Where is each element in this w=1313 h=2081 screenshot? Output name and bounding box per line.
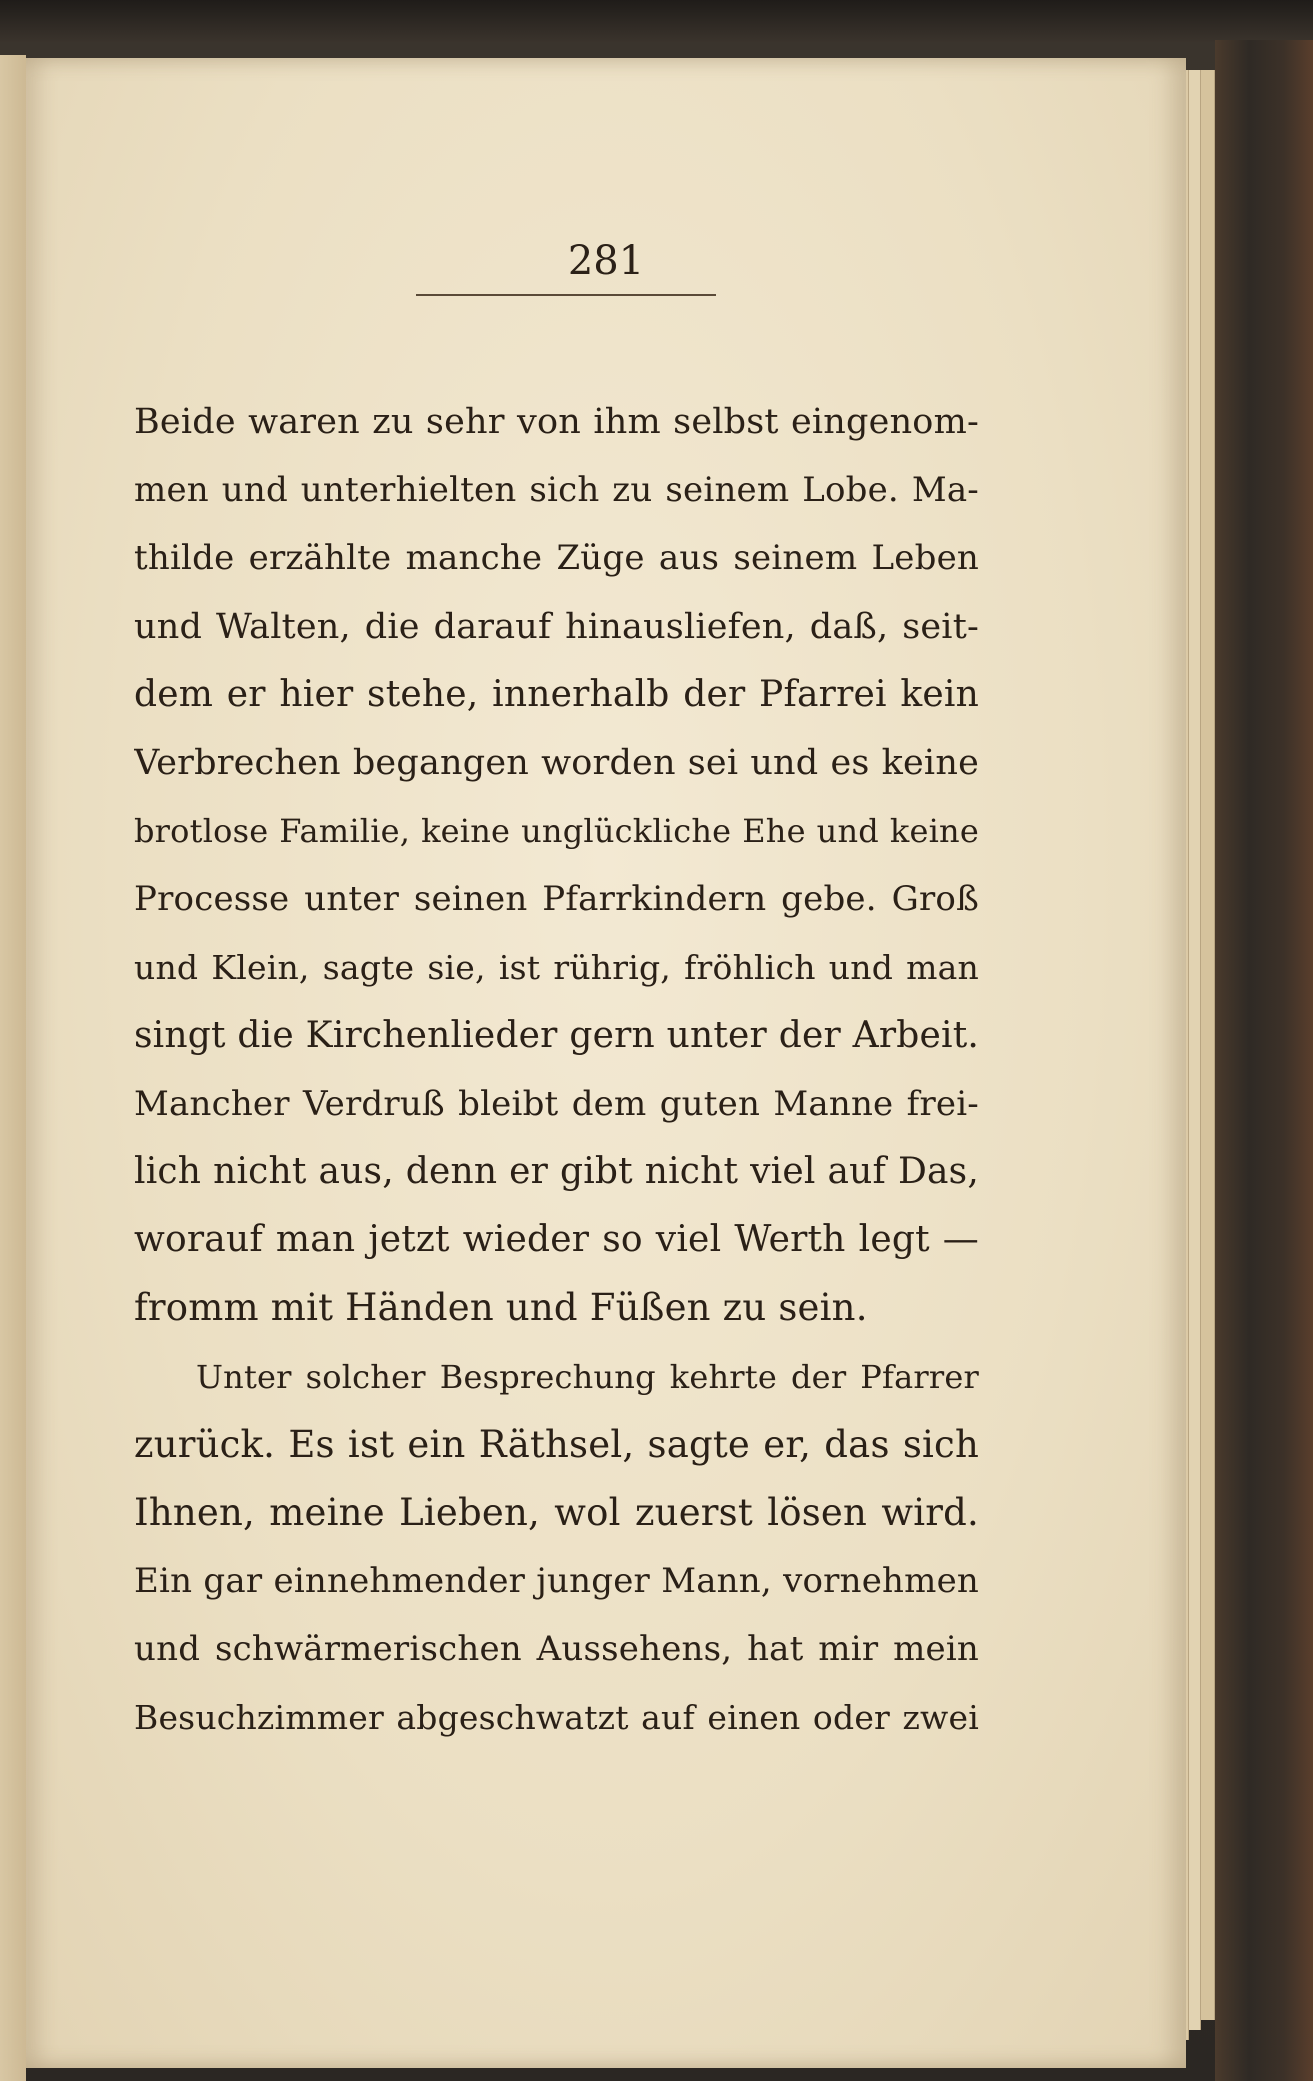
text-line: Processe unter seinen Pfarrkindern gebe. Groß (134, 879, 979, 920)
text-line: Verbrechen begangen worden sei und es keine (134, 742, 979, 783)
text-line: Ihnen, meine Lieben, wol zuerst lösen wird. (134, 1491, 979, 1534)
text-line: und Klein, sagte sie, ist rührig, fröhlich und man (134, 947, 979, 987)
book-page (26, 58, 1186, 2068)
text-line: zurück. Es ist ein Räthsel, sagte er, das sich (134, 1422, 979, 1466)
text-line: singt die Kirchenlieder gern unter der Arbeit. (134, 1014, 979, 1056)
text-line: Ein gar einnehmender junger Mann, vornehmen (134, 1561, 979, 1602)
text-line: lich nicht aus, denn er gibt nicht viel auf Das, (134, 1151, 979, 1193)
text-line: brotlose Familie, keine unglückliche Ehe und keine (134, 812, 979, 851)
text-line: Unter solcher Besprechung kehrte der Pfarrer (196, 1357, 979, 1396)
text-line: men und unterhielten sich zu seinem Lobe. Ma- (134, 470, 979, 511)
text-line: fromm mit Händen und Füßen zu sein. (134, 1286, 868, 1330)
book-cover-top (0, 0, 1313, 42)
text-line: Besuchzimmer abgeschwatzt auf einen oder zwei (134, 1697, 979, 1737)
text-line: und Walten, die darauf hinausliefen, daß, seit- (134, 606, 979, 647)
page-edge (1200, 70, 1215, 2020)
text-line: dem er hier stehe, innerhalb der Pfarrei kein (134, 673, 979, 715)
text-line: worauf man jetzt wieder so viel Werth legt — (134, 1219, 979, 1261)
text-line: und schwärmerischen Aussehens, hat mir mein (134, 1629, 979, 1670)
text-line: thilde erzählte manche Züge aus seinem Leben (134, 538, 979, 579)
text-line: Beide waren zu sehr von ihm selbst eingenom- (134, 402, 979, 442)
page-edge (1188, 70, 1201, 2030)
book-cover-right (1215, 40, 1313, 2081)
facing-page-edge (0, 55, 26, 2081)
header-rule (416, 294, 716, 296)
body-text (134, 388, 979, 1752)
page-number: 281 (567, 238, 645, 284)
text-line: Mancher Verdruß bleibt dem guten Manne frei- (134, 1083, 979, 1124)
